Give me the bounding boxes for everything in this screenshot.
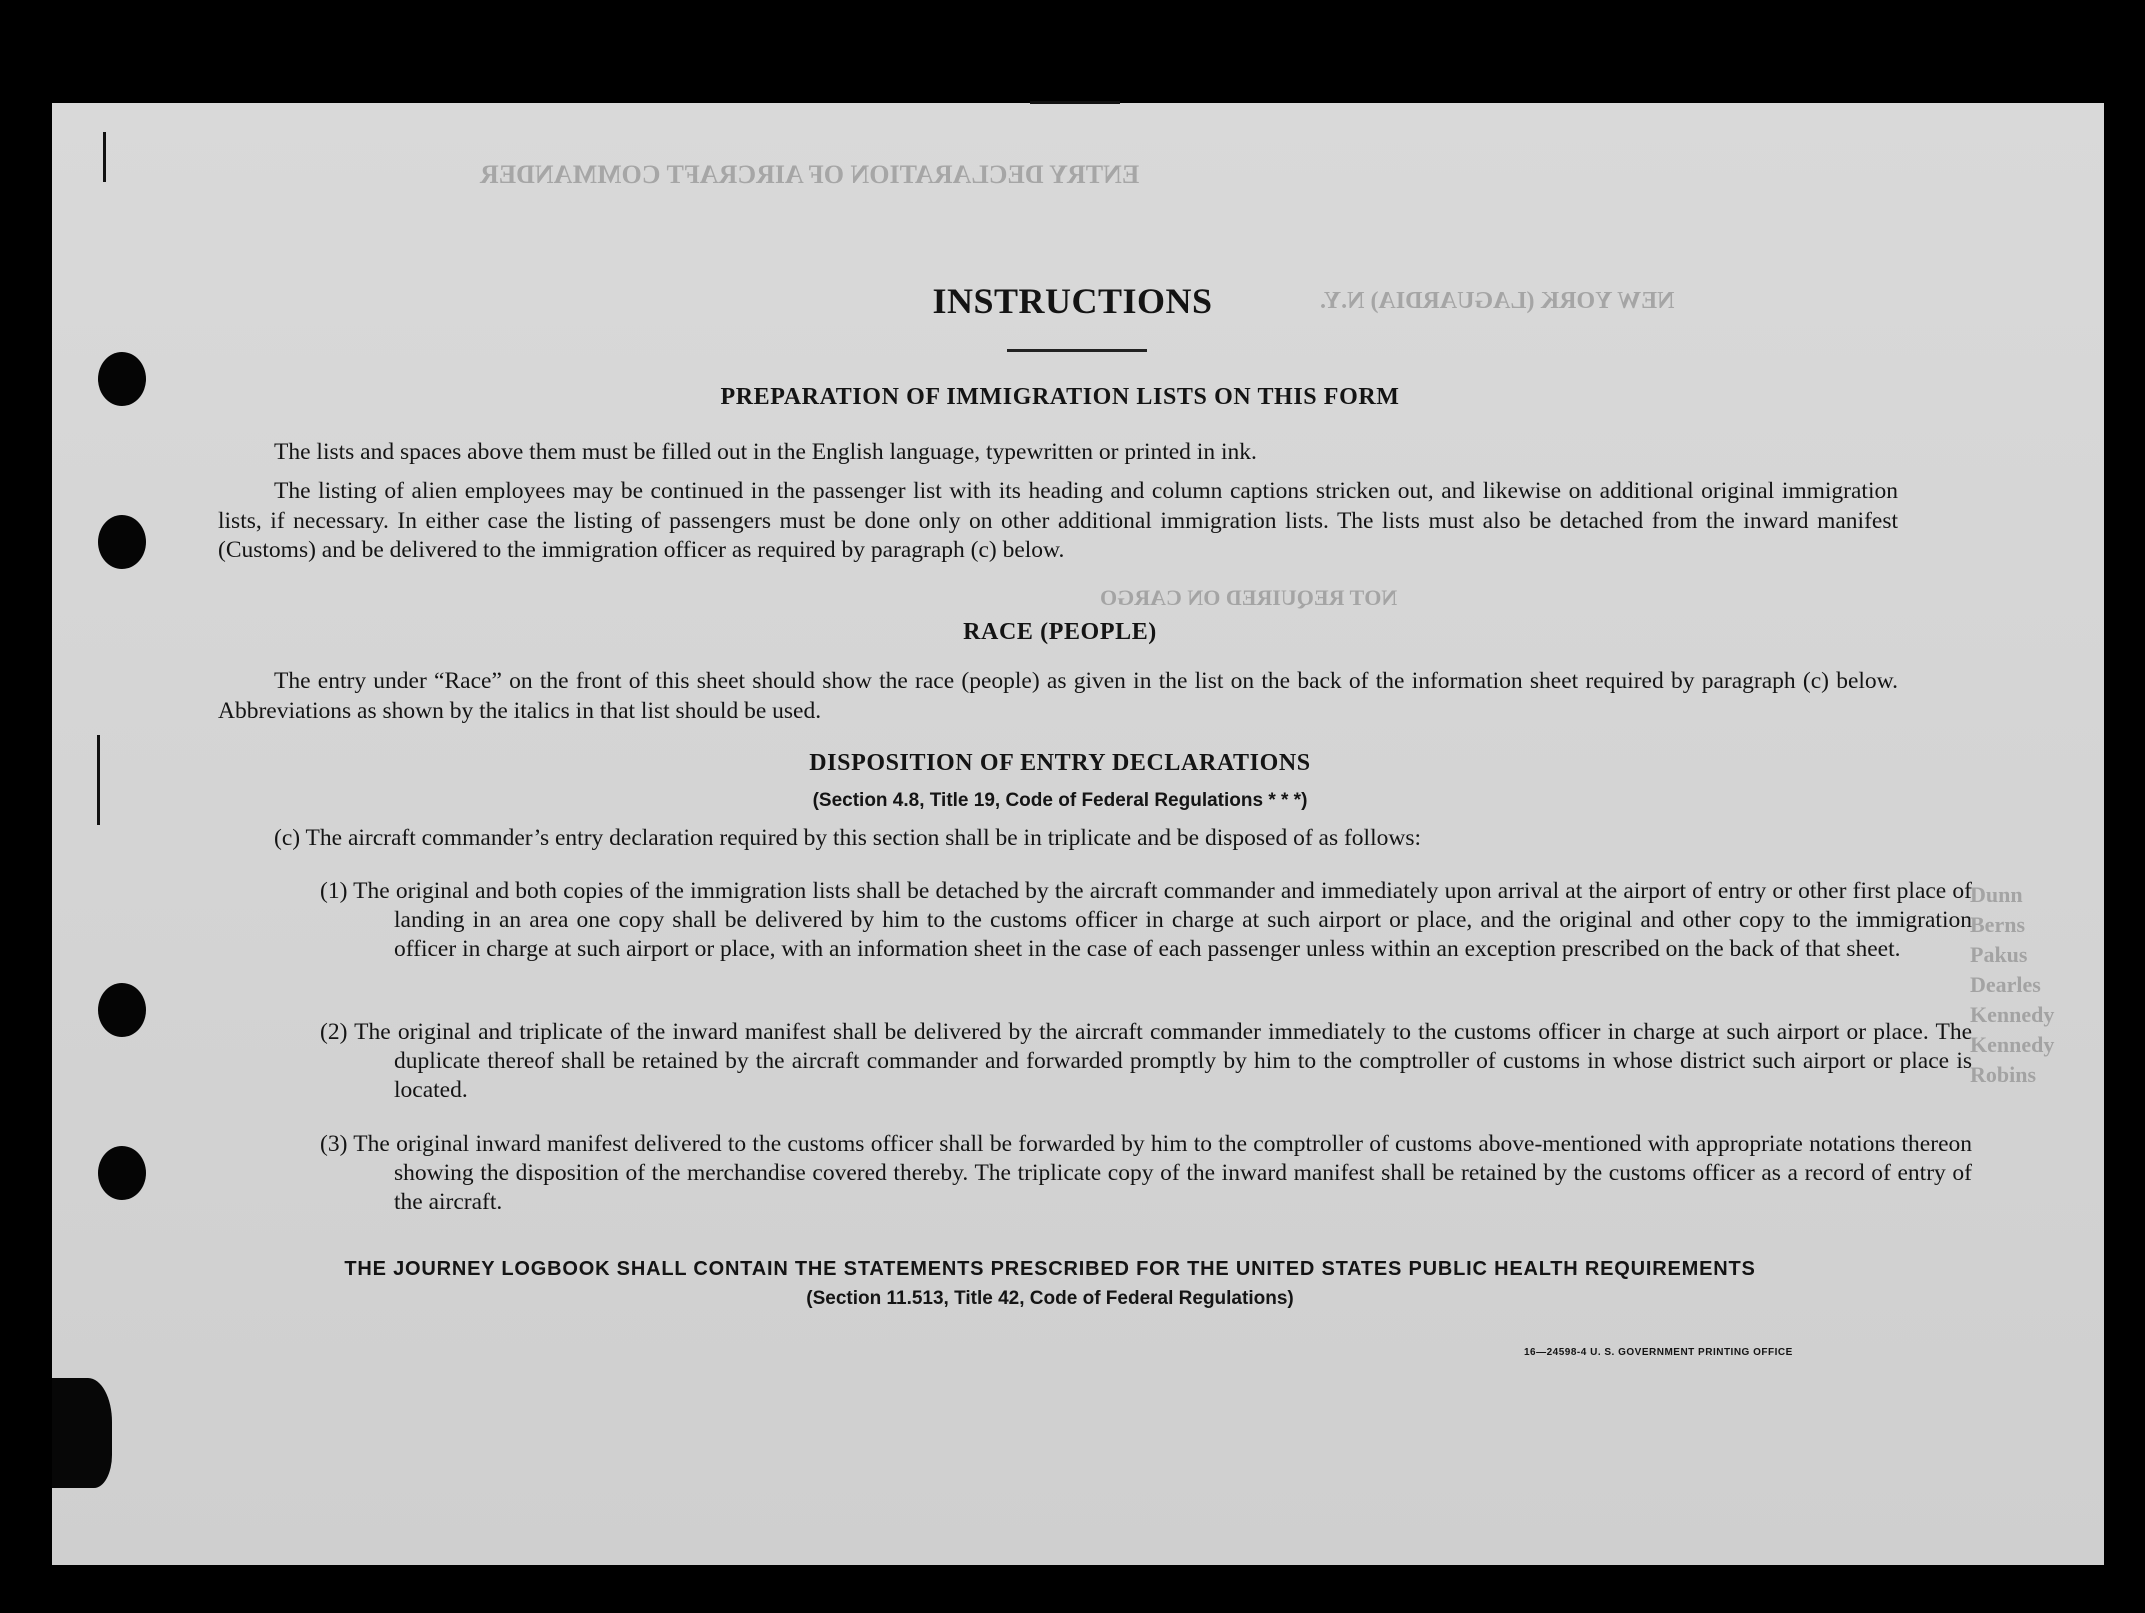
bleed-through-text: ENTRY DECLARATION OF AIRCRAFT COMMANDER	[480, 160, 1140, 189]
item-number: (3)	[320, 1131, 348, 1157]
torn-edge	[52, 1378, 112, 1488]
section-heading-preparation: PREPARATION OF IMMIGRATION LISTS ON THIS FORM	[720, 384, 1400, 410]
item-number: (2)	[320, 1019, 348, 1045]
logbook-statement: THE JOURNEY LOGBOOK SHALL CONTAIN THE STATEMENTS PRESCRIBED FOR THE UNITED STATES PUBLIC HEALTH REQUIREMENTS	[344, 1258, 1756, 1280]
section-heading-race: RACE (PEOPLE)	[963, 619, 1157, 645]
preparation-paragraph-2: The listing of alien employees may be continued in the passenger list with its heading and column captions stricken out, and likewise on additional original immigration lists, if necessary. In either case the listing of passengers must be done only on other additional immigration lists. The lists must also be detached from the inward manifest (Customs) and be delivered to the immigration officer as required by paragraph (c) below.	[218, 478, 1898, 563]
logbook-citation: (Section 11.513, Title 42, Code of Federal Regulations)	[806, 1288, 1294, 1309]
disposition-item-2	[320, 1018, 1972, 1105]
page-title: INSTRUCTIONS	[932, 281, 1213, 321]
bleed-through-text: NEW YORK (LAGUARDIA) N.Y.	[1320, 288, 1675, 314]
item-text: The original and triplicate of the inward manifest shall be delivered by the aircraft commander immediately to the customs officer in charge at such airport or place. The duplicate thereof shall be retained by the aircraft commander and forwarded promptly by him to the comptroller of customs in whose district such airport or place is located.	[354, 1019, 1973, 1103]
top-edge-mark	[1030, 101, 1120, 104]
punch-hole	[98, 1146, 146, 1200]
disposition-citation: (Section 4.8, Title 19, Code of Federal Regulations * * *)	[812, 790, 1308, 811]
disposition-item-1	[320, 877, 1972, 964]
printing-office-code: 16—24598-4 U. S. GOVERNMENT PRINTING OFFICE	[1524, 1347, 1793, 1358]
punch-hole	[98, 983, 146, 1037]
bleed-through-text: NOT REQUIRED ON CARGO	[1100, 585, 1398, 610]
item-text: The original inward manifest delivered to the customs officer shall be forwarded by him to the comptroller of customs above-mentioned with appropriate notations thereon showing the disposition of the merchandise covered thereby. The triplicate copy of the inward manifest shall be retained by the customs officer as a record of entry of the aircraft.	[353, 1131, 1972, 1215]
preparation-paragraph-1: The lists and spaces above them must be filled out in the English language, typewritten or printed in ink.	[274, 439, 1257, 465]
punch-hole	[98, 515, 146, 569]
margin-mark	[103, 132, 106, 182]
race-paragraph: The entry under “Race” on the front of this sheet should show the race (people) as given in the list on the back of the information sheet required by paragraph (c) below. Abbreviations as shown by the italics in that list should be used.	[218, 668, 1898, 724]
disposition-intro	[274, 824, 1914, 854]
bleed-through-text: Dunn Berns Pakus Dearles Kennedy Kennedy Robins	[1970, 882, 2055, 1087]
item-number: (1)	[320, 878, 348, 904]
disposition-item-3	[320, 1130, 1972, 1217]
section-heading-disposition: DISPOSITION OF ENTRY DECLARATIONS	[809, 750, 1311, 776]
item-text: The original and both copies of the immigration lists shall be detached by the aircraft commander and immediately upon arrival at the airport of entry or other first place of landing in an area one copy shall be delivered by him to the customs officer in charge at such airport or place, and the original and other copy to the immigration officer in charge at such airport or place, with an information sheet in the case of each passenger unless within an exception prescribed on the back of that sheet.	[353, 878, 1972, 962]
intro-marker: (c)	[274, 825, 301, 851]
intro-text: The aircraft commander’s entry declaration required by this section shall be in triplicate and be disposed of as follows:	[305, 825, 1422, 851]
title-divider	[1007, 349, 1147, 352]
